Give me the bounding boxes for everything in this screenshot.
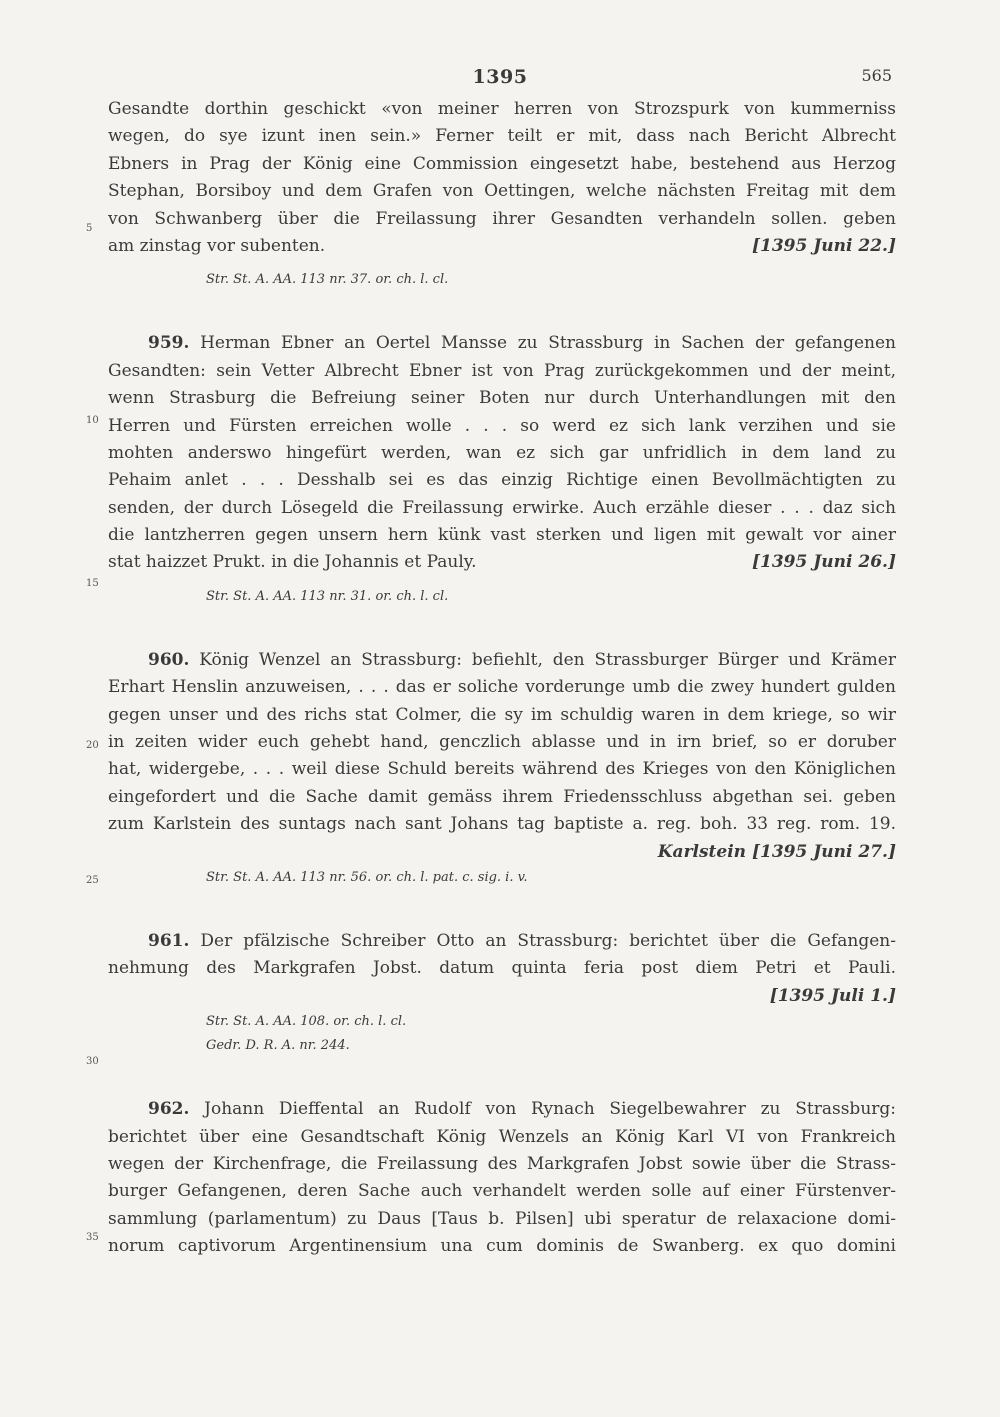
text-line: berichtet über eine Gesandtschaft König Wenzels an König Karl VI von Frankreich (108, 1126, 896, 1147)
entry-date: [1395 Juni 22.] (751, 235, 896, 256)
text-line: Herren und Fürsten erreichen wolle . . . so werd ez sich lank verzihen und sie (108, 415, 896, 436)
entry-date: Karlstein [1395 Juni 27.] (657, 841, 896, 862)
entry-959 (108, 330, 896, 609)
text-line (108, 1096, 896, 1123)
text-line-content: König Wenzel an Strassburg: befiehlt, den Strassburger Bürger und Krämer (189, 649, 896, 670)
running-head-year: 1395 (472, 66, 528, 88)
entry-962 (108, 1096, 896, 1260)
entry-number: 962. (148, 1099, 190, 1120)
margin-line-number: 25 (86, 875, 99, 886)
text-line: Pehaim anlet . . . Desshalb sei es das einzig Richtige einen Bevollmächtigten zu (108, 470, 896, 491)
margin-line-number: 30 (86, 1056, 99, 1067)
entry-number: 959. (148, 333, 190, 354)
text-line: in zeiten wider euch gehebt hand, genczlich ablasse und in irn brief, so er doruber (108, 732, 896, 753)
entry-number: 960. (148, 649, 190, 670)
margin-line-number: 20 (86, 740, 99, 751)
margin-line-number: 15 (86, 578, 99, 589)
entry-date: [1395 Juli 1.] (769, 985, 896, 1006)
entry-date: [1395 Juni 26.] (751, 552, 896, 573)
text-line: burger Gefangenen, deren Sache auch verhandelt werden solle auf einer Fürstenver- (108, 1181, 896, 1202)
source-citation: Str. St. A. AA. 113 nr. 37. or. ch. l. cl. (206, 272, 449, 288)
text-line: Erhart Henslin anzuweisen, . . . das er soliche vorderunge umb die zwey hundert gulden (108, 677, 896, 698)
text-line (108, 330, 896, 357)
page-body (108, 96, 896, 1261)
text-line-content: Herman Ebner an Oertel Mansse zu Strassburg in Sachen der gefangenen (189, 333, 896, 354)
margin-line-number: 35 (86, 1232, 99, 1243)
text-line: hat, widergebe, . . . weil diese Schuld bereits während des Krieges von den Königlichen (108, 759, 896, 780)
text-line: zum Karlstein des suntags nach sant Johans tag baptiste a. reg. boh. 33 reg. rom. 19. (108, 814, 896, 835)
text-line-content: am zinstag vor subenten. (108, 235, 326, 256)
entry-961 (108, 928, 896, 1058)
source-citation: Gedr. D. R. A. nr. 244. (206, 1038, 350, 1054)
text-line: wenn Strasburg die Befreiung seiner Boten nur durch Unterhandlungen mit den (108, 388, 896, 409)
text-line (108, 928, 896, 955)
text-line: wegen der Kirchenfrage, die Freilassung des Markgrafen Jobst sowie über die Strass- (108, 1153, 896, 1174)
entry-continuation (108, 96, 896, 292)
text-line-content: stat haizzet Prukt. in die Johannis et Pauly. (108, 552, 477, 573)
text-line: mohten anderswo hingefürt werden, wan ez sich gar unfridlich in dem land zu (108, 442, 896, 463)
text-line: norum captivorum Argentinensium una cum dominis de Swanberg. ex quo domini (108, 1236, 896, 1257)
text-line: senden, der durch Lösegeld die Freilassung erwirke. Auch erzähle dieser . . . daz sich (108, 497, 896, 518)
text-line: nehmung des Markgrafen Jobst. datum quinta feria post diem Petri et Pauli. (108, 958, 896, 979)
text-line (108, 647, 896, 674)
text-line-content: Johann Dieffental an Rudolf von Rynach Siegelbewahrer zu Strassburg: (189, 1099, 896, 1120)
text-line: gegen unser und des richs stat Colmer, die sy im schuldig waren in dem kriege, so wir (108, 704, 896, 725)
text-line (108, 549, 896, 576)
text-line-content: Der pfälzische Schreiber Otto an Strassburg: berichtet über die Gefangen- (189, 930, 896, 951)
margin-line-number: 5 (86, 223, 93, 234)
text-line: Stephan, Borsiboy und dem Grafen von Oettingen, welche nächsten Freitag mit dem (108, 181, 896, 202)
text-line: die lantzherren gegen unsern hern künk vast sterken und ligen mit gewalt vor ainer (108, 525, 896, 546)
text-line: von Schwanberg über die Freilassung ihrer Gesandten verhandeln sollen. geben (108, 208, 896, 229)
entry-number: 961. (148, 930, 190, 951)
text-line (108, 233, 896, 260)
page-header (0, 66, 1000, 94)
text-line: eingefordert und die Sache damit gemäss ihrem Friedensschluss abgethan sei. geben (108, 786, 896, 807)
page-number: 565 (861, 66, 892, 85)
margin-line-number: 10 (86, 415, 99, 426)
source-citation: Str. St. A. AA. 113 nr. 56. or. ch. l. pat. c. sig. i. v. (206, 869, 528, 885)
entry-960 (108, 647, 896, 890)
source-citation: Str. St. A. AA. 113 nr. 31. or. ch. l. cl. (206, 588, 449, 604)
text-line: Gesandte dorthin geschickt «von meiner herren von Strozspurk von kummerniss (108, 99, 896, 119)
source-citation: Str. St. A. AA. 108. or. ch. l. cl. (206, 1014, 407, 1030)
text-line: Ebners in Prag der König eine Commission eingesetzt habe, bestehend aus Herzog (108, 153, 896, 174)
text-line: wegen, do sye izunt inen sein.» Ferner teilt er mit, dass nach Bericht Albrecht (108, 126, 896, 147)
text-line: sammlung (parlamentum) zu Daus [Taus b. Pilsen] ubi speratur de relaxacione domi- (108, 1208, 896, 1229)
text-line: Gesandten: sein Vetter Albrecht Ebner ist von Prag zurückgekommen und der meint, (108, 360, 896, 381)
